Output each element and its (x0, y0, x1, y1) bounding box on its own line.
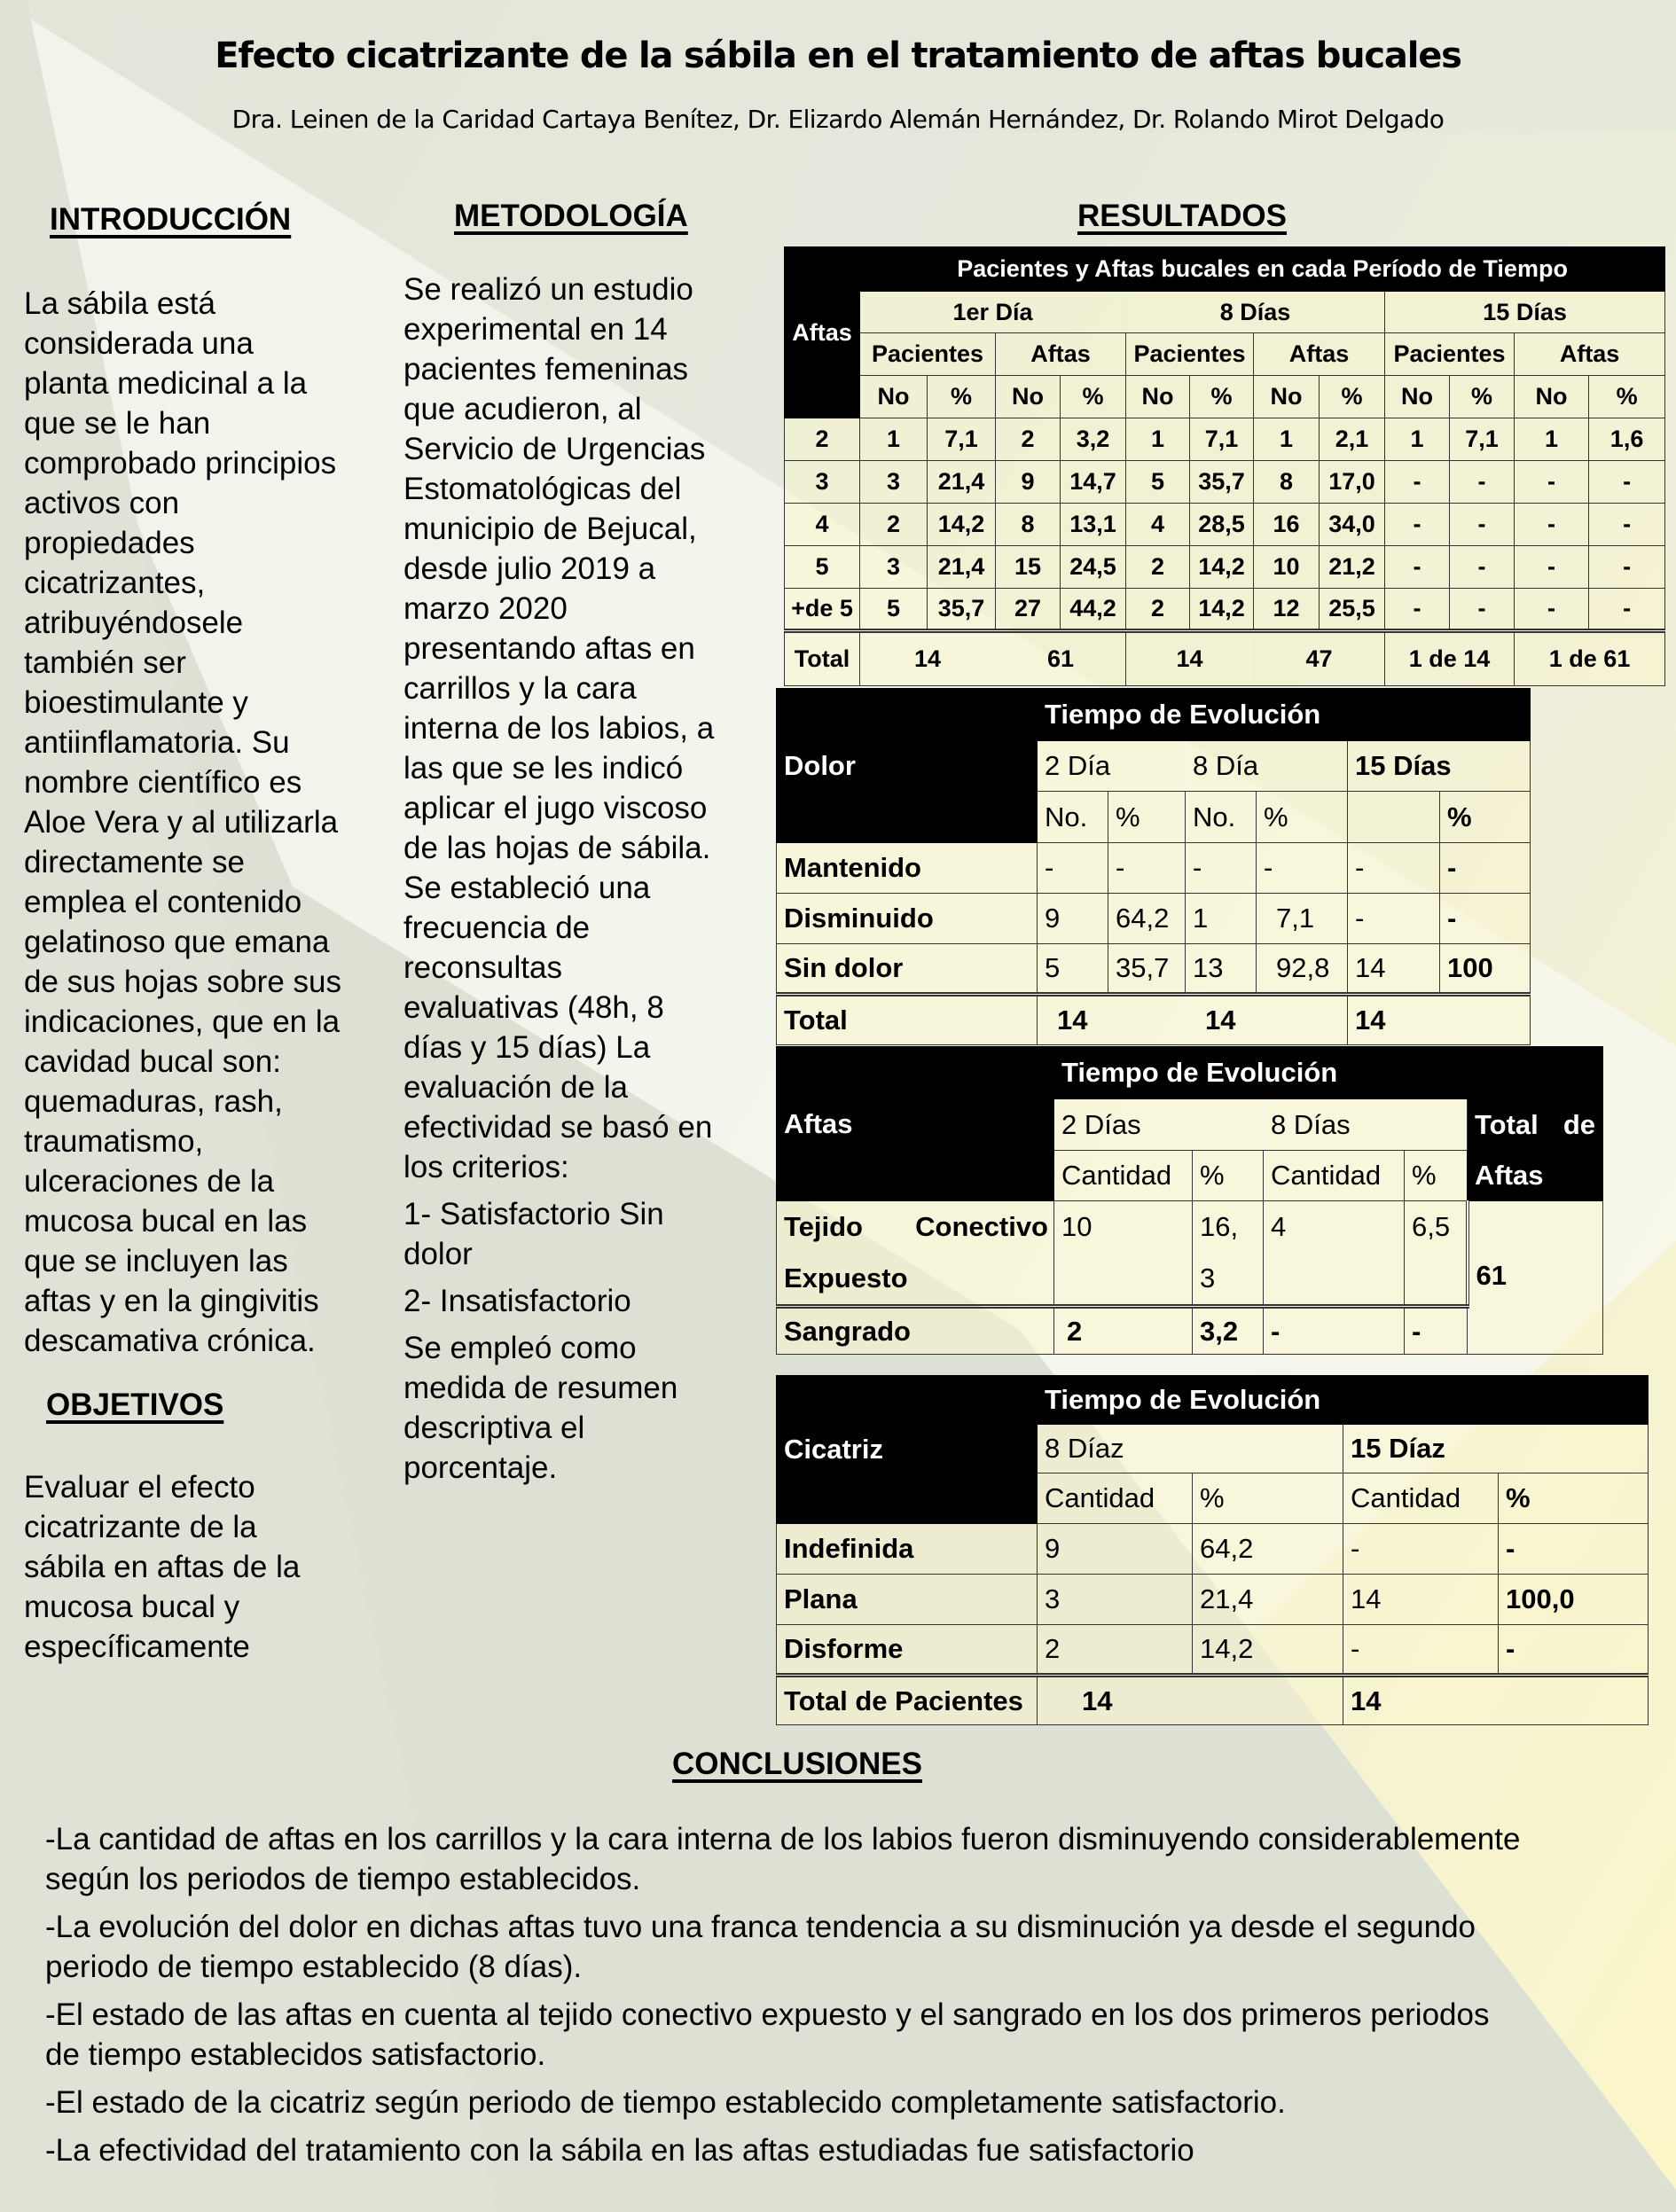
table4-subheader: % (1499, 1473, 1649, 1524)
metodologia-criterion-line: 1- Satisfactorio Sin (403, 1197, 664, 1231)
table1-cell: - (1589, 504, 1665, 546)
table2-total-row (777, 995, 1531, 1045)
table4-row-label: Indefinida (777, 1524, 1038, 1575)
introduccion-line: que se incluyen las (24, 1244, 288, 1278)
table3-subheader: Cantidad (1264, 1151, 1405, 1201)
table1-row (785, 504, 1665, 546)
table1-row-label: 2 (785, 418, 860, 461)
conclusiones-list (45, 1819, 1659, 2178)
table4-cell: 21,4 (1193, 1575, 1343, 1625)
metodologia-line: días y 15 días) La (403, 1030, 651, 1065)
table3-total-header-word: Total (1475, 1109, 1539, 1140)
metodologia-line: municipio de Bejucal, (403, 512, 697, 546)
table2-total-cell: 14 (1038, 995, 1186, 1045)
table1-cell: 14,7 (1061, 461, 1126, 504)
table1-subheader: % (1450, 376, 1515, 418)
table1-cell: 21,4 (928, 546, 996, 589)
table1-cell: 3 (860, 461, 928, 504)
table1-cell: 5 (1126, 461, 1190, 504)
introduccion-line: directamente se (24, 845, 246, 879)
table1-cell: 8 (996, 504, 1061, 546)
conclusion-line: según los periodos de tiempo establecidos. (45, 1862, 641, 1896)
table1-group-header: Pacientes (1126, 333, 1254, 376)
introduccion-line: que se le han (24, 406, 211, 441)
table1-cell: 1 (860, 418, 928, 461)
table3-subheader: % (1405, 1151, 1468, 1201)
metodologia-line: marzo 2020 (403, 591, 568, 626)
table-pacientes-aftas (784, 246, 1665, 686)
table4-cell: - (1343, 1625, 1499, 1676)
table1-subheader: No (1126, 376, 1190, 418)
metodologia-line: los criterios: (403, 1150, 569, 1184)
metodologia-line: evaluativas (48h, 8 (403, 990, 664, 1025)
table4-cell: - (1343, 1524, 1499, 1575)
table4-cell: 64,2 (1193, 1524, 1343, 1575)
poster-title: Efecto cicatrizante de la sábila en el tratamiento de aftas bucales (215, 35, 1461, 76)
table1-total-cell: 1 de 61 (1515, 631, 1665, 686)
conclusion-item (45, 1819, 1659, 1899)
conclusion-item (45, 1995, 1659, 2075)
table2-cell: 92,8 (1257, 944, 1348, 995)
table1-cell: 16 (1254, 504, 1320, 546)
table1-period: 1er Día (860, 292, 1126, 333)
table4-row-label: Plana (777, 1575, 1038, 1625)
table1-cell: 21,4 (928, 461, 996, 504)
objetivos-line: Evaluar el efecto (24, 1470, 255, 1505)
metodologia-text (403, 270, 776, 1488)
table2-cell: 1 (1186, 894, 1257, 944)
table2-period: 2 Día (1038, 741, 1186, 792)
metodologia-line: Se estableció una (403, 871, 651, 905)
table3-cell: 4 (1264, 1201, 1405, 1307)
introduccion-line: emplea el contenido (24, 885, 302, 919)
table1-cell: 2 (996, 418, 1061, 461)
introduccion-heading: INTRODUCCIÓN (50, 202, 292, 237)
metodologia-line: carrillos y la cara (403, 671, 637, 706)
introduccion-line: considerada una (24, 326, 254, 361)
table2-row-label: Mantenido (777, 843, 1038, 894)
table3-cell: - (1264, 1307, 1405, 1355)
metodologia-line: de las hojas de sábila. (403, 831, 711, 865)
table1-cell: - (1385, 461, 1450, 504)
table1-subheader: No (860, 376, 928, 418)
table1-subheader: No (1254, 376, 1320, 418)
metodologia-closing-line: descriptiva el (403, 1411, 585, 1445)
metodologia-closing-line: Se empleó como (403, 1331, 637, 1365)
table1-row-label: 4 (785, 504, 860, 546)
introduccion-line: atribuyéndosele (24, 606, 244, 640)
metodologia-criterion-line: dolor (403, 1237, 473, 1271)
metodologia-closing-line: medida de resumen (403, 1371, 678, 1405)
introduccion-line: bioestimulante y (24, 685, 248, 720)
table1-cell: 5 (860, 589, 928, 631)
table4-row (777, 1575, 1649, 1625)
metodologia-line: evaluación de la (403, 1070, 628, 1105)
table2-period: 15 Días (1348, 741, 1531, 792)
table1-row (785, 546, 1665, 589)
table4-cell: 9 (1038, 1524, 1193, 1575)
table1-total-cell: 1 de 14 (1385, 631, 1515, 686)
table1-row-header: Aftas (785, 247, 860, 418)
table1-cell: - (1515, 461, 1589, 504)
table1-total-cell: 61 (996, 631, 1126, 686)
table3-row-label: Sangrado (777, 1307, 1054, 1355)
table1-subheader: % (1061, 376, 1126, 418)
table2-cell: - (1038, 843, 1108, 894)
resultados-heading: RESULTADOS (1077, 199, 1287, 233)
table1-cell: 21,2 (1320, 546, 1385, 589)
table1-subheader: % (1190, 376, 1254, 418)
table1-cell: 35,7 (928, 589, 996, 631)
introduccion-line: indicaciones, que en la (24, 1004, 341, 1039)
table4-title: Tiempo de Evolución (1038, 1376, 1649, 1425)
metodologia-line: que acudieron, al (403, 392, 642, 426)
metodologia-line: aplicar el jugo viscoso (403, 791, 708, 825)
table1-cell: 9 (996, 461, 1061, 504)
table1-cell: - (1515, 589, 1589, 631)
table2-cell: - (1440, 843, 1531, 894)
table2-total-cell: 14 (1348, 995, 1531, 1045)
table1-cell: - (1589, 461, 1665, 504)
introduccion-line: La sábila está (24, 286, 215, 321)
table4-cell: 14,2 (1193, 1625, 1343, 1676)
metodologia-line: pacientes femeninas (403, 352, 689, 387)
table2-cell: 14 (1348, 944, 1440, 995)
table4-row-label: Disforme (777, 1625, 1038, 1676)
table3-subheader: Cantidad (1054, 1151, 1193, 1201)
table2-cell: - (1108, 843, 1186, 894)
introduccion-line: descamativa crónica. (24, 1324, 316, 1358)
table2-title: Tiempo de Evolución (1038, 689, 1531, 741)
conclusion-line: -La efectividad del tratamiento con la sábila en las aftas estudiadas fue satisfactorio (45, 2133, 1194, 2168)
table2-cell: - (1348, 894, 1440, 944)
introduccion-line: quemaduras, rash, (24, 1084, 283, 1119)
poster-authors: Dra. Leinen de la Caridad Cartaya Benítez, Dr. Elizardo Alemán Hernández, Dr. Rolando Mirot Delgado (231, 105, 1445, 134)
table4-cell: 14 (1343, 1575, 1499, 1625)
introduccion-line: de sus hojas sobre sus (24, 965, 341, 999)
conclusion-item (45, 2130, 1659, 2170)
table1-cell: - (1515, 546, 1589, 589)
table1-cell: 7,1 (1190, 418, 1254, 461)
table2-cell: 9 (1038, 894, 1108, 944)
table3-total-value: 61 (1468, 1201, 1603, 1355)
table3-period: 2 Días (1054, 1099, 1264, 1151)
introduccion-line: cicatrizantes, (24, 566, 206, 600)
table4-cell: - (1499, 1524, 1649, 1575)
introduccion-line: Aloe Vera y al utilizarla (24, 805, 339, 840)
table1-cell: 28,5 (1190, 504, 1254, 546)
introduccion-line: traumatismo, (24, 1124, 204, 1159)
table-dolor (776, 688, 1531, 1045)
introduccion-line: comprobado principios (24, 446, 337, 481)
table3-cell: 2 (1054, 1307, 1193, 1355)
table3-cell: - (1405, 1307, 1468, 1355)
table1-cell: - (1515, 504, 1589, 546)
conclusion-line: -La cantidad de aftas en los carrillos y la cara interna de los labios fueron disminuyendo considerablemente (45, 1822, 1521, 1856)
table1-cell: 7,1 (928, 418, 996, 461)
table1-cell: - (1589, 589, 1665, 631)
table1-total-cell: 47 (1254, 631, 1385, 686)
metodologia-line: desde julio 2019 a (403, 551, 656, 586)
table3-total-header (1468, 1099, 1603, 1201)
table4-subheader: % (1193, 1473, 1343, 1524)
metodologia-closing (403, 1328, 776, 1488)
table1-cell: 1,6 (1589, 418, 1665, 461)
introduccion-line: activos con (24, 486, 180, 520)
table-aftas-estado (776, 1046, 1603, 1355)
table1-cell: - (1385, 589, 1450, 631)
table4-subheader: Cantidad (1038, 1473, 1193, 1524)
introduccion-line: ulceraciones de la (24, 1164, 275, 1199)
table1-group-header: Aftas (1515, 333, 1665, 376)
table2-subheader (1348, 792, 1440, 843)
table3-title: Tiempo de Evolución (1054, 1047, 1603, 1099)
table3-label-word: Expuesto (784, 1262, 908, 1294)
table2-subheader: No. (1186, 792, 1257, 843)
table2-row-label: Disminuido (777, 894, 1038, 944)
table1-subheader: No (1385, 376, 1450, 418)
table2-subheader: % (1108, 792, 1186, 843)
table1-cell: - (1450, 589, 1515, 631)
table3-cell-part: 3 (1200, 1262, 1216, 1294)
table1-cell: - (1385, 504, 1450, 546)
table3-cell (1193, 1201, 1264, 1307)
table4-row (777, 1524, 1649, 1575)
table1-cell: 8 (1254, 461, 1320, 504)
introduccion-line: también ser (24, 645, 186, 680)
introduccion-line: nombre científico es (24, 765, 302, 800)
table2-cell: 13 (1186, 944, 1257, 995)
table1-cell: 15 (996, 546, 1061, 589)
table1-subheader: % (1320, 376, 1385, 418)
introduccion-line: mucosa bucal en las (24, 1204, 308, 1239)
introduccion-line: antiinflamatoria. Su (24, 725, 290, 760)
table1-cell: - (1450, 504, 1515, 546)
table2-row-label: Sin dolor (777, 944, 1038, 995)
table1-cell: 2 (860, 504, 928, 546)
table1-period: 8 Días (1126, 292, 1385, 333)
table1-row (785, 461, 1665, 504)
table3-row-label (777, 1201, 1054, 1307)
conclusion-line: periodo de tiempo establecido (8 días). (45, 1950, 583, 1984)
table1-cell: 2 (1126, 546, 1190, 589)
table3-cell: 10 (1054, 1201, 1193, 1307)
table1-row (785, 418, 1665, 461)
conclusion-line: -El estado de la cicatriz según periodo de tiempo establecido completamente satisfactorio. (45, 2085, 1286, 2120)
table1-period: 15 Días (1385, 292, 1665, 333)
table1-cell: 34,0 (1320, 504, 1385, 546)
table4-total-cell: 14 (1038, 1676, 1343, 1725)
table1-total-cell: 14 (860, 631, 996, 686)
table3-period: 8 Días (1264, 1099, 1468, 1151)
table2-cell: 5 (1038, 944, 1108, 995)
table1-cell: - (1589, 546, 1665, 589)
table1-row-label: 5 (785, 546, 860, 589)
metodologia-closing-line: porcentaje. (403, 1450, 558, 1485)
table1-cell: 14,2 (1190, 589, 1254, 631)
table4-cell: 2 (1038, 1625, 1193, 1676)
table2-cell: 35,7 (1108, 944, 1186, 995)
table2-cell: 100 (1440, 944, 1531, 995)
table-cicatriz (776, 1375, 1649, 1725)
table1-total-label: Total (785, 631, 860, 686)
table1-cell: 1 (1385, 418, 1450, 461)
table3-cell: 3,2 (1193, 1307, 1264, 1355)
table1-cell: 35,7 (1190, 461, 1254, 504)
table2-row (777, 843, 1531, 894)
table1-cell: 27 (996, 589, 1061, 631)
table4-cell: 100,0 (1499, 1575, 1649, 1625)
table3-subheader: % (1193, 1151, 1264, 1201)
table4-period: 15 Díaz (1343, 1425, 1649, 1473)
table1-cell: 7,1 (1450, 418, 1515, 461)
table2-row (777, 944, 1531, 995)
table2-cell: 7,1 (1257, 894, 1348, 944)
conclusion-line: de tiempo establecidos satisfactorio. (45, 2037, 546, 2072)
table3-row-header: Aftas (777, 1047, 1054, 1201)
table2-subheader: No. (1038, 792, 1108, 843)
table3-label-word: Conectivo (915, 1211, 1048, 1242)
table1-row-label: +de 5 (785, 589, 860, 631)
table4-period: 8 Díaz (1038, 1425, 1343, 1473)
conclusion-line: -El estado de las aftas en cuenta al tejido conectivo expuesto y el sangrado en los dos primeros periodos (45, 1997, 1490, 2032)
table4-total-row (777, 1676, 1649, 1725)
table1-group-header: Pacientes (860, 333, 996, 376)
table1-subheader: No (1515, 376, 1589, 418)
table2-cell: - (1186, 843, 1257, 894)
table2-cell: - (1348, 843, 1440, 894)
table4-total-label: Total de Pacientes (777, 1676, 1038, 1725)
introduccion-line: propiedades (24, 526, 195, 560)
table1-total-row (785, 631, 1665, 686)
table4-total-cell: 14 (1343, 1676, 1649, 1725)
metodologia-line: reconsultas (403, 950, 562, 985)
objetivos-text (24, 1467, 396, 1667)
objetivos-line: sábila en aftas de la (24, 1550, 301, 1584)
table3-row (777, 1201, 1603, 1307)
table1-subheader: % (1589, 376, 1665, 418)
table1-cell: 12 (1254, 589, 1320, 631)
table1-group-header: Pacientes (1385, 333, 1515, 376)
table1-cell: 10 (1254, 546, 1320, 589)
table1-subheader: % (928, 376, 996, 418)
table1-row (785, 589, 1665, 631)
table1-cell: 3 (860, 546, 928, 589)
introduccion-text (24, 284, 396, 1361)
table1-row-label: 3 (785, 461, 860, 504)
conclusion-item (45, 2083, 1659, 2122)
table2-subheader: % (1257, 792, 1348, 843)
table4-cell: 3 (1038, 1575, 1193, 1625)
metodologia-heading: METODOLOGÍA (454, 199, 688, 233)
table1-cell: 13,1 (1061, 504, 1126, 546)
conclusiones-heading: CONCLUSIONES (672, 1747, 922, 1781)
table2-cell: - (1440, 894, 1531, 944)
table1-cell: - (1450, 461, 1515, 504)
table2-cell: - (1257, 843, 1348, 894)
table1-group-header: Aftas (1254, 333, 1385, 376)
conclusion-item (45, 1907, 1659, 1987)
table1-cell: - (1385, 546, 1450, 589)
table3-cell: 6,5 (1405, 1201, 1468, 1307)
table2-subheader: % (1440, 792, 1531, 843)
introduccion-line: gelatinoso que emana (24, 925, 330, 959)
table1-cell: 17,0 (1320, 461, 1385, 504)
table1-cell: 25,5 (1320, 589, 1385, 631)
table3-label-word: Tejido (784, 1211, 863, 1242)
table2-total-label: Total (777, 995, 1038, 1045)
table1-cell: - (1450, 546, 1515, 589)
table1-cell: 24,5 (1061, 546, 1126, 589)
objetivos-line: específicamente (24, 1630, 250, 1664)
table2-row (777, 894, 1531, 944)
table1-cell: 44,2 (1061, 589, 1126, 631)
objetivos-heading: OBJETIVOS (46, 1387, 224, 1422)
metodologia-criterion (403, 1281, 776, 1321)
table2-cell: 64,2 (1108, 894, 1186, 944)
metodologia-line: presentando aftas en (403, 631, 695, 666)
table1-cell: 1 (1515, 418, 1589, 461)
table1-cell: 14,2 (1190, 546, 1254, 589)
table1-cell: 1 (1254, 418, 1320, 461)
conclusion-line: -La evolución del dolor en dichas aftas tuvo una franca tendencia a su disminución ya desde el segundo (45, 1910, 1476, 1944)
table2-period: 8 Día (1186, 741, 1348, 792)
metodologia-criterion (403, 1194, 776, 1274)
metodologia-line: frecuencia de (403, 911, 591, 945)
metodologia-line: las que se les indicó (403, 751, 684, 786)
introduccion-line: planta medicinal a la (24, 366, 308, 401)
objetivos-line: cicatrizante de la (24, 1510, 257, 1544)
metodologia-line: efectividad se basó en (403, 1110, 713, 1145)
table1-cell: 4 (1126, 504, 1190, 546)
table2-total-cell: 14 (1186, 995, 1348, 1045)
metodologia-line: Se realizó un estudio (403, 272, 693, 307)
table4-subheader: Cantidad (1343, 1473, 1499, 1524)
introduccion-line: cavidad bucal son: (24, 1044, 281, 1079)
table3-total-header-word: de (1562, 1109, 1596, 1140)
table4-row-header: Cicatriz (777, 1376, 1038, 1524)
table3-cell-part: 16, (1200, 1211, 1239, 1242)
table4-cell: - (1499, 1625, 1649, 1676)
metodologia-line: Estomatológicas del (403, 472, 682, 506)
table3-total-header-word: Aftas (1475, 1160, 1544, 1191)
table1-cell: 1 (1126, 418, 1190, 461)
table1-cell: 14,2 (928, 504, 996, 546)
metodologia-criterion-line: 2- Insatisfactorio (403, 1284, 631, 1318)
table1-cell: 3,2 (1061, 418, 1126, 461)
metodologia-line: experimental en 14 (403, 312, 668, 347)
table1-subheader: No (996, 376, 1061, 418)
table1-cell: 2 (1126, 589, 1190, 631)
table4-row (777, 1625, 1649, 1676)
table1-group-header: Aftas (996, 333, 1126, 376)
table1-title: Pacientes y Aftas bucales en cada Período de Tiempo (860, 247, 1665, 292)
introduccion-line: aftas y en la gingivitis (24, 1284, 319, 1318)
metodologia-line: Servicio de Urgencias (403, 432, 706, 466)
table2-row-header: Dolor (777, 689, 1038, 843)
objetivos-line: mucosa bucal y (24, 1590, 240, 1624)
metodologia-line: interna de los labios, a (403, 711, 715, 746)
table1-cell: 2,1 (1320, 418, 1385, 461)
table1-total-cell: 14 (1126, 631, 1254, 686)
